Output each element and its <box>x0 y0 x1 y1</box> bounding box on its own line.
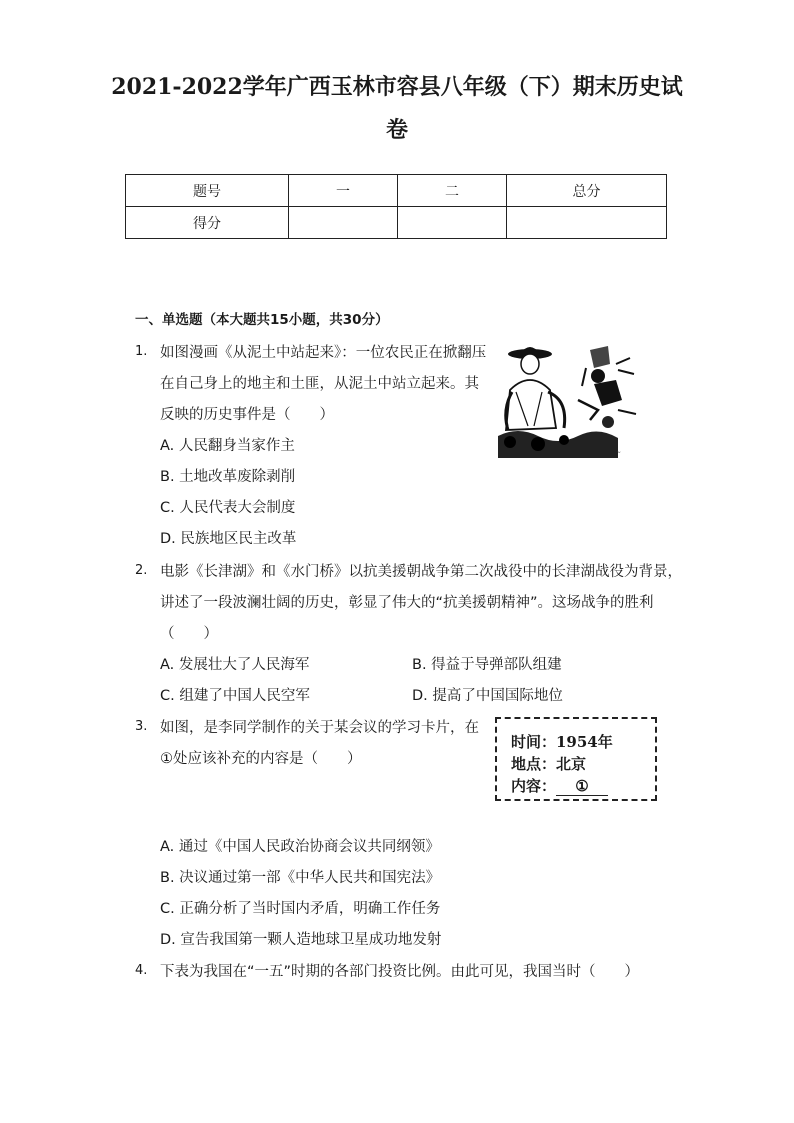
card-content-label: 内容： <box>511 777 557 795</box>
answer-option[interactable]: D. 宣告我国第一颗人造地球卫星成功地发射 <box>160 932 442 948</box>
svg-text:~: ~ <box>616 449 622 456</box>
card-place: 地点：北京 <box>511 755 587 773</box>
cartoon-illustration <box>498 340 638 458</box>
card-content-blank: ① <box>556 777 608 796</box>
section-heading: 一、单选题（本大题共15小题，共30分） <box>135 312 389 328</box>
answer-option[interactable]: A. 人民翻身当家作主 <box>160 438 295 454</box>
answer-option[interactable]: B. 决议通过第一部《中华人民共和国宪法》 <box>160 870 441 886</box>
score-table <box>125 174 667 239</box>
answer-option[interactable]: A. 发展壮大了人民海军 <box>160 657 310 673</box>
question-text-line: 如图漫画《从泥土中站起来》：一位农民正在掀翻压 <box>160 345 487 361</box>
question-text-line: 如图，是李同学制作的关于某会议的学习卡片，在 <box>160 720 479 736</box>
answer-option[interactable]: D. 民族地区民主改革 <box>160 531 297 547</box>
question-number: 2. <box>135 563 148 578</box>
score-table-header-row <box>126 175 667 207</box>
question-text-line: ①处应该补充的内容是（ ） <box>160 751 362 767</box>
question-text-line: 讲述了一段波澜壮阔的历史，彰显了伟大的“抗美援朝精神”。这场战争的胜利 <box>160 595 654 611</box>
page-title-line-2: 卷 <box>385 117 408 143</box>
question-number: 4. <box>135 963 148 978</box>
question-text-line: 下表为我国在“一五”时期的各部门投资比例。由此可见，我国当时（ ） <box>160 964 640 980</box>
score-table-cell: 一 <box>289 175 398 207</box>
question-text-line: （ ） <box>160 626 218 642</box>
score-table-cell: 二 <box>398 175 507 207</box>
page-title-line-1: 2021-2022学年广西玉林市容县八年级（下）期末历史试 <box>111 74 683 100</box>
score-table-cell <box>289 207 398 239</box>
score-table-cell: 总分 <box>507 175 667 207</box>
question-text-line: 电影《长津湖》和《水门桥》以抗美援朝战争第二次战役中的长津湖战役为背景， <box>160 564 682 580</box>
question-text-line: 在自己身上的地主和土匪，从泥土中站立起来。其 <box>160 376 479 392</box>
answer-option[interactable]: D. 提高了中国国际地位 <box>412 688 563 704</box>
question-number: 3. <box>135 719 148 734</box>
study-card <box>495 717 657 801</box>
question-text-line: 反映的历史事件是（ ） <box>160 407 334 423</box>
answer-option[interactable]: C. 人民代表大会制度 <box>160 500 296 516</box>
score-table-cell: 得分 <box>126 207 289 239</box>
answer-option[interactable]: C. 正确分析了当时国内矛盾，明确工作任务 <box>160 901 441 917</box>
answer-option[interactable]: B. 得益于导弹部队组建 <box>412 657 562 673</box>
answer-option[interactable]: C. 组建了中国人民空军 <box>160 688 310 704</box>
card-time: 时间：1954年 <box>511 733 613 751</box>
score-table-cell <box>507 207 667 239</box>
answer-option[interactable]: A. 通过《中国人民政治协商会议共同纲领》 <box>160 839 440 855</box>
question-number: 1. <box>135 344 148 359</box>
card-content <box>511 775 608 796</box>
score-table-cell: 题号 <box>126 175 289 207</box>
score-table-cell <box>398 207 507 239</box>
answer-option[interactable]: B. 土地改革废除剥削 <box>160 469 296 485</box>
score-table-score-row <box>126 207 667 239</box>
